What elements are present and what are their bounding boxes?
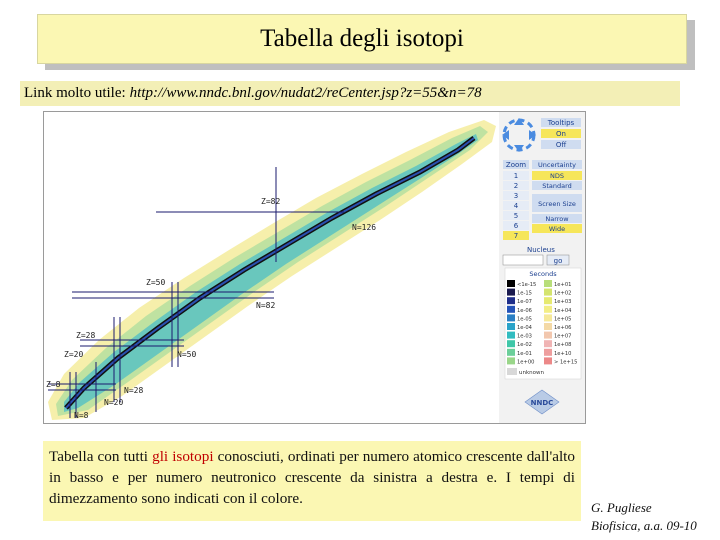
legend-swatch: [507, 306, 515, 313]
legend-label: 1e-05: [517, 316, 532, 323]
legend-label: 1e-15: [517, 290, 532, 297]
legend-label: <1e-15: [517, 282, 537, 288]
legend-label: 1e+10: [554, 350, 572, 357]
go-label: go: [553, 257, 563, 265]
zoom-level-4-label: 4: [513, 202, 519, 210]
label-n8: N=8: [74, 411, 89, 420]
author-name: G. Pugliese: [591, 500, 652, 515]
caption-box: [43, 441, 581, 521]
nds-label: NDS: [550, 172, 564, 180]
legend-swatch: [544, 297, 552, 304]
legend-label: 1e-02: [517, 342, 532, 349]
label-z50: Z=50: [146, 278, 166, 287]
nndc-logo: [525, 390, 559, 414]
legend-label: 1e+00: [517, 359, 535, 366]
pan-navigation-icon[interactable]: [502, 118, 536, 152]
label-z82: Z=82: [261, 197, 281, 206]
legend-swatch: [507, 323, 515, 330]
caption-highlight: gli isotopi: [152, 448, 214, 465]
label-z20: Z=20: [64, 350, 84, 359]
zoom-level-6-label: 6: [513, 222, 519, 230]
legend-swatch: [544, 340, 552, 347]
label-n20: N=20: [104, 398, 124, 407]
legend-swatch: [544, 357, 552, 364]
credit: [591, 499, 697, 535]
standard-label: Standard: [542, 182, 572, 190]
chart-band: [48, 120, 496, 420]
uncertainty-label: Uncertainty: [538, 161, 576, 169]
tooltips-label: Tooltips: [547, 119, 575, 127]
screen-size-label: Screen Size: [538, 200, 576, 208]
legend-swatch: [507, 289, 515, 296]
isotope-chart-figure: [43, 111, 586, 424]
nndc-logo-text: NNDC: [530, 399, 554, 407]
legend-title: Seconds: [529, 270, 557, 278]
legend-swatch: [544, 323, 552, 330]
nucleus-label: Nucleus: [527, 246, 555, 254]
caption-text-end: conosciuti, ordinati per numero atomico crescente dall'alto in basso e per numero neutronico crescente da sinistra a destra e. I tempi di dimezzamento sono indicati con il colore.: [49, 448, 575, 507]
legend-swatch: [507, 357, 515, 364]
caption-text-start: Tabella con tutti: [49, 448, 153, 465]
legend-label: 1e+03: [554, 299, 572, 306]
link-url[interactable]: http://www.nndc.bnl.gov/nudat2/reCenter.jsp?z=55&n=78: [129, 85, 482, 101]
link-label: Link molto utile:: [24, 85, 126, 101]
legend-label: 1e-07: [517, 299, 532, 306]
legend-label: 1e+07: [554, 333, 572, 340]
legend-label: > 1e+15: [554, 359, 578, 366]
label-n50: N=50: [177, 350, 197, 359]
legend-label: 1e+04: [554, 307, 572, 314]
legend-swatch: [544, 332, 552, 339]
legend-swatch: [507, 297, 515, 304]
narrow-label: Narrow: [545, 215, 569, 223]
nuclide-chart: [44, 112, 499, 423]
slide-title: Tabella degli isotopi: [260, 25, 464, 52]
wide-label: Wide: [548, 225, 566, 233]
label-z28: Z=28: [76, 331, 96, 340]
legend-swatch: [507, 340, 515, 347]
nucleus-input[interactable]: [503, 255, 543, 265]
course-info: Biofisica, a.a. 09-10: [591, 518, 697, 533]
zoom-level-3-label: 3: [513, 192, 519, 200]
legend-swatch: [544, 280, 552, 287]
legend-swatch: [544, 289, 552, 296]
tooltips-off-label: Off: [555, 141, 567, 149]
link-bar: [20, 81, 680, 106]
control-panel: [499, 112, 585, 423]
zoom-levels: [503, 171, 529, 240]
legend-label: 1e-06: [517, 307, 532, 314]
label-n28: N=28: [124, 386, 144, 395]
zoom-level-5-label: 5: [513, 212, 519, 220]
zoom-level-7-label: 7: [513, 232, 519, 240]
legend-label: 1e+01: [554, 282, 572, 288]
zoom-level-1-label: 1: [513, 172, 519, 180]
legend-label: 1e+06: [554, 325, 572, 331]
legend-swatch: [544, 349, 552, 356]
legend-label: 1e-03: [517, 333, 532, 340]
legend-label: 1e-04: [517, 325, 532, 331]
legend-label: 1e-01: [517, 350, 532, 357]
legend-swatch: [544, 306, 552, 313]
legend-swatch: [507, 332, 515, 339]
label-n82: N=82: [256, 301, 276, 310]
title-box: [37, 14, 687, 64]
legend-label: 1e+08: [554, 342, 572, 349]
zoom-level-2-label: 2: [513, 182, 519, 190]
legend-swatch: [544, 314, 552, 321]
label-z8: Z=8: [46, 380, 61, 389]
tooltips-on-label: On: [556, 130, 566, 138]
legend-swatch: [507, 349, 515, 356]
legend-swatch: [507, 280, 515, 287]
legend-label: 1e+05: [554, 316, 572, 323]
zoom-label: Zoom: [505, 161, 527, 169]
label-n126: N=126: [352, 223, 377, 232]
legend-unknown: unknown: [519, 370, 544, 376]
legend-swatch: [507, 314, 515, 321]
legend-label: 1e+02: [554, 290, 572, 297]
